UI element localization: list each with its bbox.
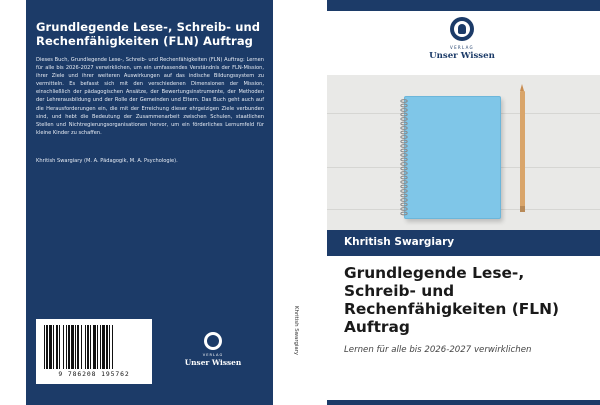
book-spine <box>273 0 324 405</box>
notebook-spiral-icon <box>400 99 408 217</box>
barcode <box>36 319 152 384</box>
front-cover-subtitle: Lernen für alle bis 2026-2027 verwirklichen <box>344 345 532 355</box>
back-cover-author-credentials: Khritish Swargiary (M. A. Pädagogik, M. A. Psychologie). <box>36 158 178 164</box>
back-cover <box>26 0 273 405</box>
barcode-bars <box>42 325 146 369</box>
front-cover <box>324 0 600 405</box>
notebook-image <box>404 96 501 219</box>
front-bottom-bar <box>327 400 600 405</box>
cover-photo <box>327 75 600 230</box>
barcode-number: 9 786208 195762 <box>58 370 130 378</box>
owl-logo-icon <box>450 17 474 41</box>
back-cover-title: Grundlegende Lese-, Schreib- und Rechenfähigkeiten (FLN) Auftrag <box>36 20 261 48</box>
publisher-name: Unser Wissen <box>184 358 242 367</box>
back-publisher-logo <box>183 332 243 382</box>
owl-logo-icon <box>204 332 222 350</box>
front-cover-title: Grundlegende Lese-, Schreib- und Rechenfähigkeiten (FLN) Auftrag <box>344 264 560 336</box>
publisher-verlag-label: VERLAG <box>202 353 224 357</box>
front-top-bar <box>327 0 600 11</box>
front-publisher-logo <box>420 17 504 69</box>
publisher-name: Unser Wissen <box>429 51 495 61</box>
front-author-name: Khritish Swargiary <box>344 236 455 248</box>
publisher-verlag-label: VERLAG <box>450 45 474 50</box>
back-cover-blurb: Dieses Buch, Grundlegende Lese-, Schreib- und Rechenfähigkeiten (FLN) Auftrag: Lernen für alle bis 2026-2027 verwirklichen, um ein umfassendes Verständnis der FLN-Mission, ihrer Ziele und ihrer weiteren Auswirkungen auf das indische Bildungssystem zu vermitteln. Es befasst sich mit den verschiedenen Dimensionen der Mission, einschließlich der pädagogischen Ansätze, der Bewertungsinstrumente, der Methoden der Lehrerausbildung und der Rolle der Gemeinden und Eltern. Das Buch geht auch auf die Herausforderungen ein, die mit der Erreichung dieser ehrgeizigen Ziele verbunden sind, und hebt die Bedeutung der Zusammenarbeit zwischen Schulen, staatlichen Stellen und Nichtregierungsorganisationen hervor, um ein förderliches Lernumfeld für kleine Kinder zu schaffen. <box>36 57 264 136</box>
spine-author: Khritish Swargiary <box>293 306 299 356</box>
author-band <box>327 230 600 256</box>
pencil-image <box>520 91 525 212</box>
